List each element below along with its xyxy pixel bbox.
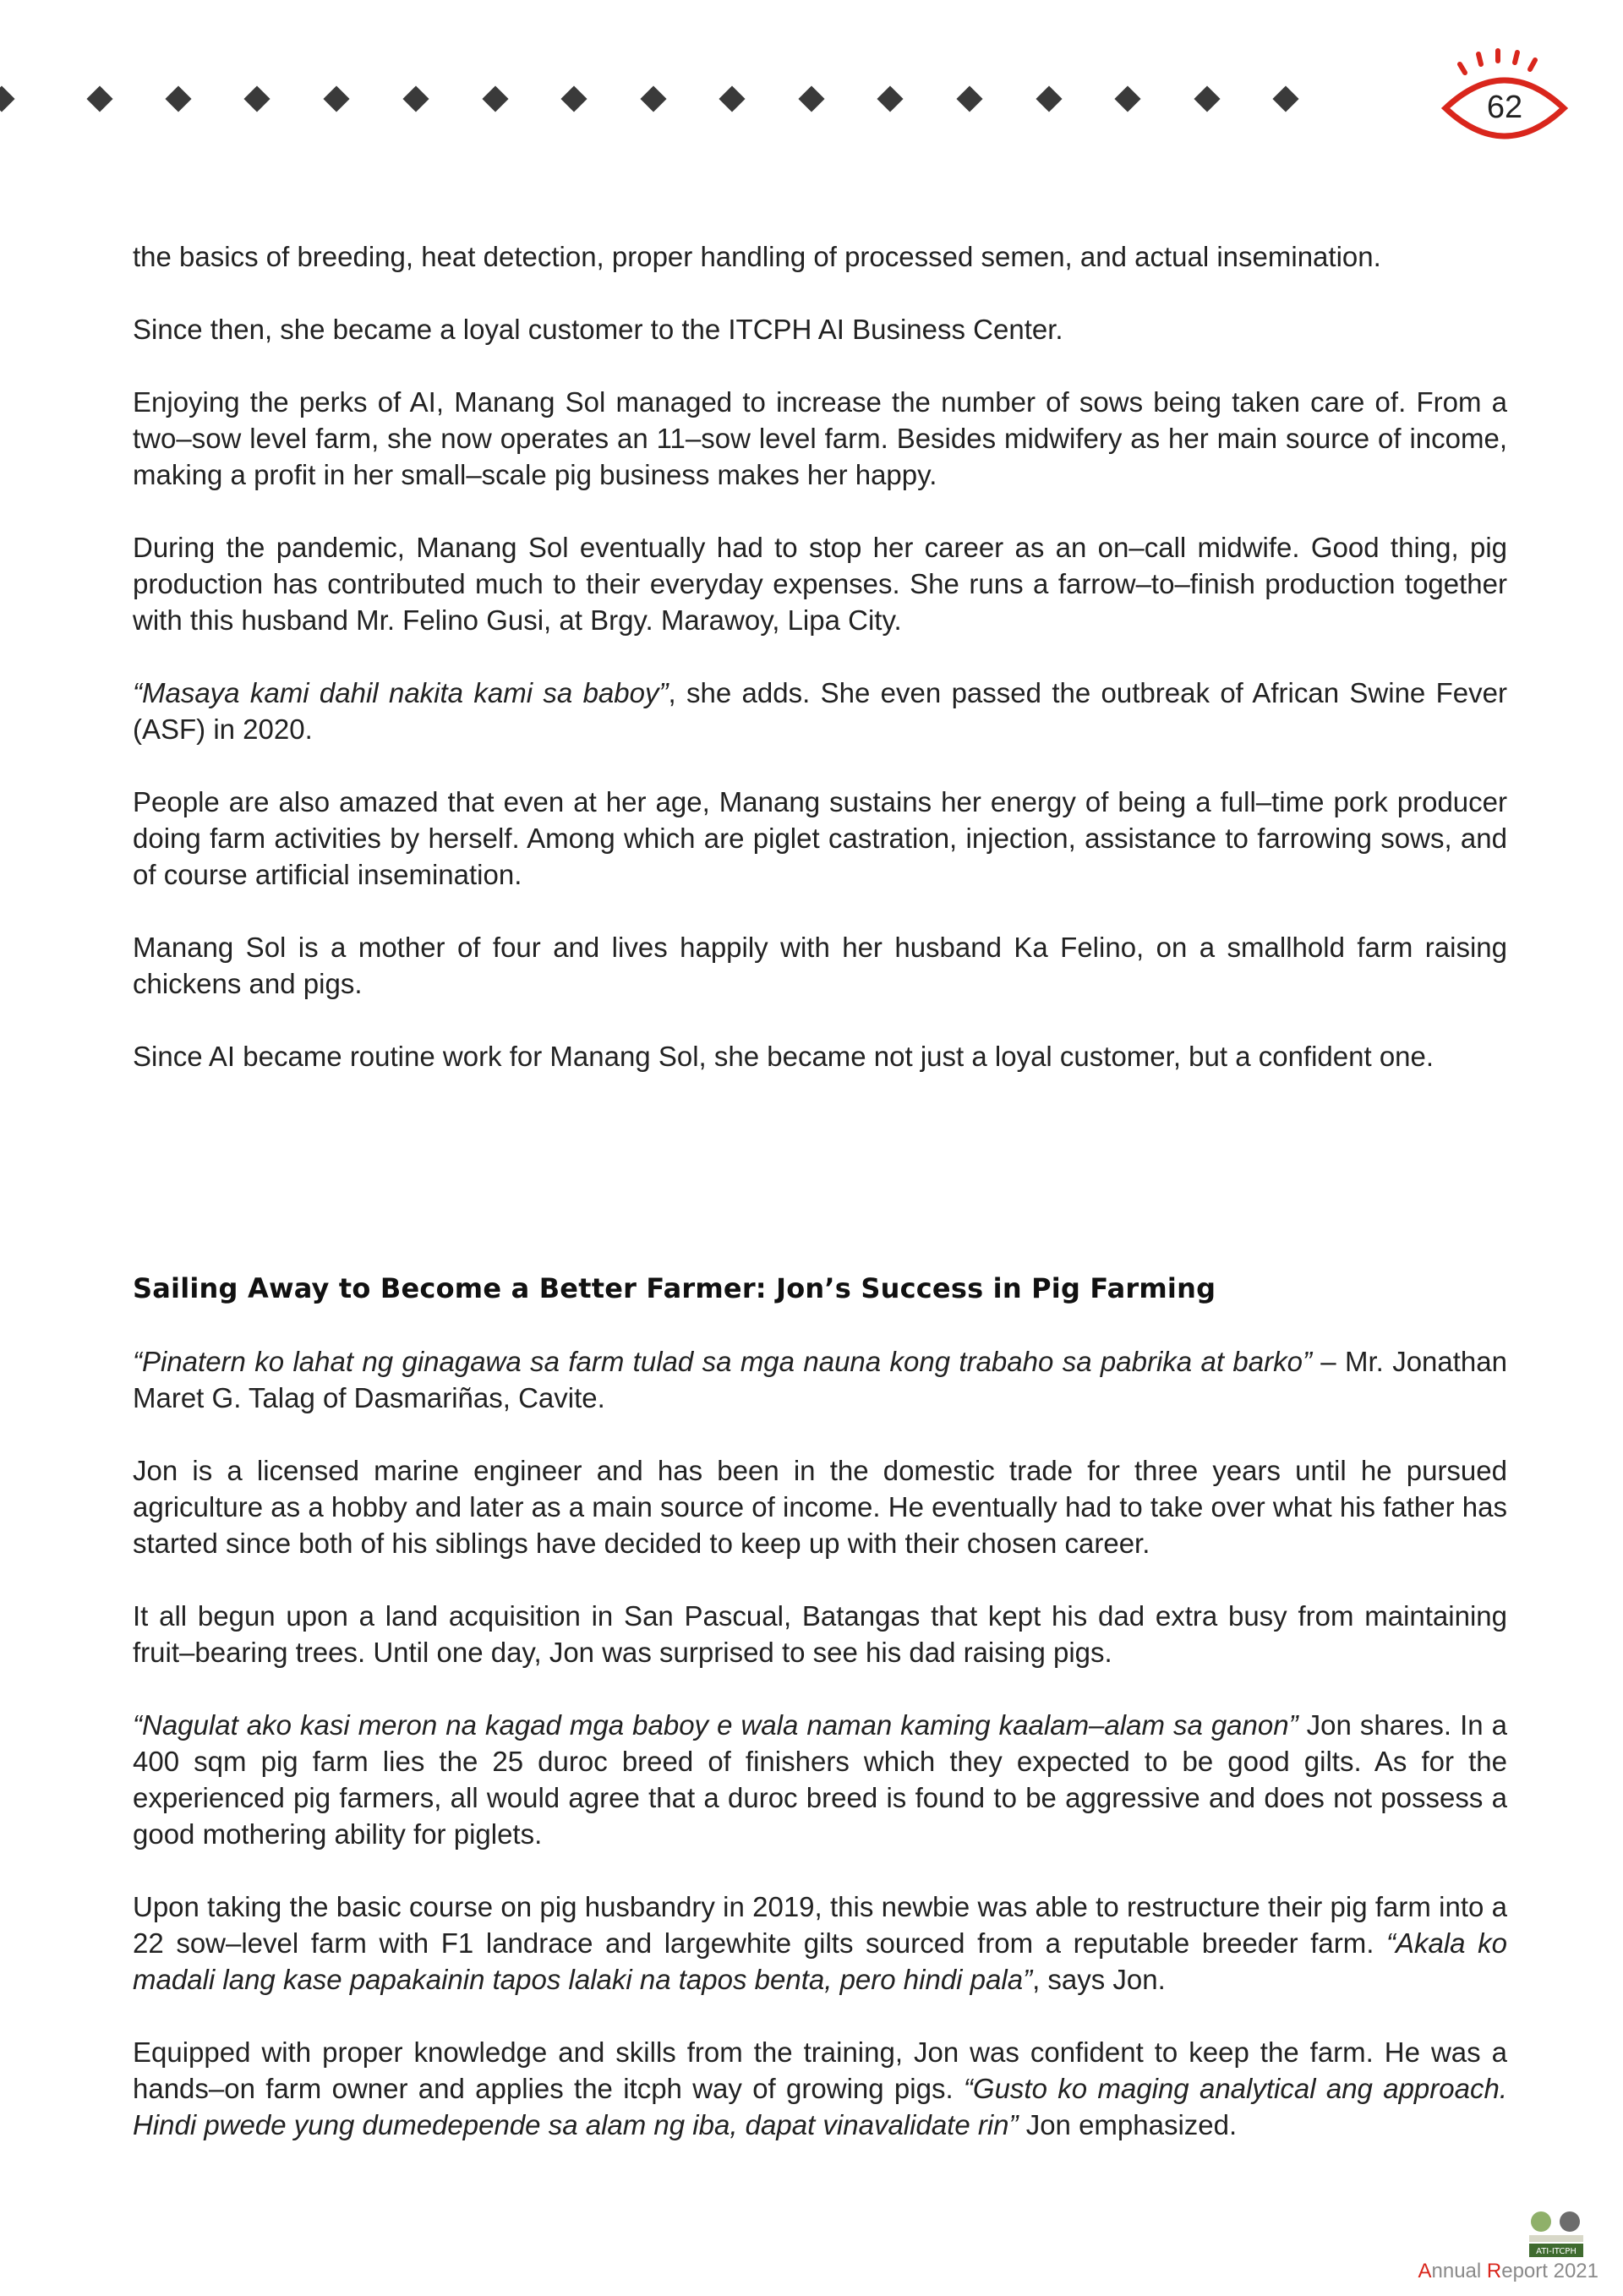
diamond-icon	[956, 85, 982, 112]
section-heading: Sailing Away to Become a Better Farmer: Jon’s Success in Pig Farming	[133, 1272, 1216, 1304]
diamond-icon	[165, 85, 191, 112]
quote-continuation: Jon shares. In a 400 sqm pig farm lies the 25 duroc breed of finishers which they expected to be good gilts. As for the experienced pig farmers, all would agree that a duroc breed is found to be aggressive and does not possess a good mothering ability for piglets.	[133, 1709, 1507, 1850]
paragraph	[133, 675, 1507, 747]
footer	[1418, 2208, 1598, 2284]
quote: “Gusto ko maging analytical ang approach. Hindi pwede yung dumedepende sa alam ng iba, dapat vinavalidate rin”	[133, 2073, 1507, 2140]
diamond-icon	[0, 85, 15, 112]
paragraph: During the pandemic, Manang Sol eventually had to stop her career as an on–call midwife. Good thing, pig production has contributed much to their everyday expenses. She runs a farrow–to–finish production together with this husband Mr. Felino Gusi, at Brgy. Marawoy, Lipa City.	[133, 532, 1507, 636]
diamond-icon	[323, 85, 349, 112]
paragraph: People are also amazed that even at her age, Manang sustains her energy of being a full–time pork producer doing farm activities by herself. Among which are piglet castration, injection, assistance to farrowing sows, and of course artificial insemination.	[133, 786, 1507, 890]
diamond-icon	[1272, 85, 1298, 112]
quote: “Akala ko madali lang kase papakainin tapos lalaki na tapos benta, pero hindi pala”	[133, 1927, 1508, 1995]
paragraph: Enjoying the perks of AI, Manang Sol managed to increase the number of sows being taken care of. From a two–sow level farm, she now operates an 11–sow level farm. Besides midwifery as her main source of income, making a profit in her small–scale pig business makes her happy.	[133, 386, 1507, 490]
diamond-icon	[640, 85, 666, 112]
logo-text: ATI-ITCPH	[1536, 2247, 1577, 2256]
paragraph	[133, 2034, 1507, 2143]
paragraph: Jon is a licensed marine engineer and has been in the domestic trade for three years until he pursued agriculture as a hobby and later as a main source of income. He eventually had to take over what his father has started since both of his siblings have decided to keep up with their chosen career.	[133, 1455, 1507, 1559]
diamond-icon	[243, 85, 270, 112]
paragraph: It all begun upon a land acquisition in San Pascual, Batangas that kept his dad extra busy from maintaining fruit–bearing trees. Until one day, Jon was surprised to see his dad raising pigs.	[133, 1600, 1507, 1668]
ati-itcph-logo	[1522, 2208, 1590, 2259]
diamond-icon	[402, 85, 429, 112]
diamond-icon	[1036, 85, 1062, 112]
quote-continuation: Jon emphasized.	[1018, 2109, 1238, 2140]
quote-continuation: , says Jon.	[1032, 1964, 1166, 1995]
paragraph: Manang Sol is a mother of four and lives happily with her husband Ka Felino, on a smallhold farm raising chickens and pigs.	[133, 932, 1507, 999]
paragraph: Since AI became routine work for Manang Sol, she became not just a loyal customer, but a confident one.	[133, 1041, 1434, 1072]
quote-attribution: – Mr. Jonathan Maret G. Talag of Dasmariñas, Cavite.	[133, 1346, 1507, 1413]
diamond-icon	[86, 85, 112, 112]
diamond-icon	[719, 85, 745, 112]
diamond-icon	[482, 85, 508, 112]
paragraph	[133, 1343, 1507, 1416]
paragraph	[133, 1889, 1507, 1998]
paragraph-text: Upon taking the basic course on pig husbandry in 2019, this newbie was able to restructure their pig farm into a 22 sow–level farm with F1 landrace and largewhite gilts sourced from a reputable breeder farm.	[133, 1891, 1507, 1959]
paragraph: Since then, she became a loyal customer to the ITCPH AI Business Center.	[133, 314, 1063, 345]
diamond-icon	[1194, 85, 1220, 112]
page-number: 62	[1486, 90, 1523, 125]
diamond-icon	[560, 85, 587, 112]
article-body-part2	[133, 1271, 1507, 2179]
paragraph	[133, 1707, 1507, 1852]
quote-continuation: , she adds. She even passed the outbreak of African Swine Fever (ASF) in 2020.	[133, 677, 1507, 745]
quote: “Nagulat ako kasi meron na kagad mga baboy e wala naman kaming kaalam–alam sa ganon”	[133, 1709, 1298, 1741]
paragraph: the basics of breeding, heat detection, proper handling of processed semen, and actual insemination.	[133, 241, 1381, 272]
paragraph-text: Equipped with proper knowledge and skills from the training, Jon was confident to keep the farm. He was a hands–on farm owner and applies the itcph way of growing pigs.	[133, 2036, 1507, 2104]
report-label: Annual Report 2021	[1418, 2260, 1598, 2282]
diamond-icon	[877, 85, 903, 112]
article-body-part1	[133, 238, 1507, 1111]
quote: “Pinatern ko lahat ng ginagawa sa farm tulad sa mga nauna kong trabaho sa pabrika at barko”	[133, 1346, 1312, 1377]
diamond-icon	[1114, 85, 1140, 112]
header-decoration	[0, 0, 1623, 203]
diamond-icon	[798, 85, 824, 112]
quote: “Masaya kami dahil nakita kami sa baboy”	[133, 677, 669, 708]
